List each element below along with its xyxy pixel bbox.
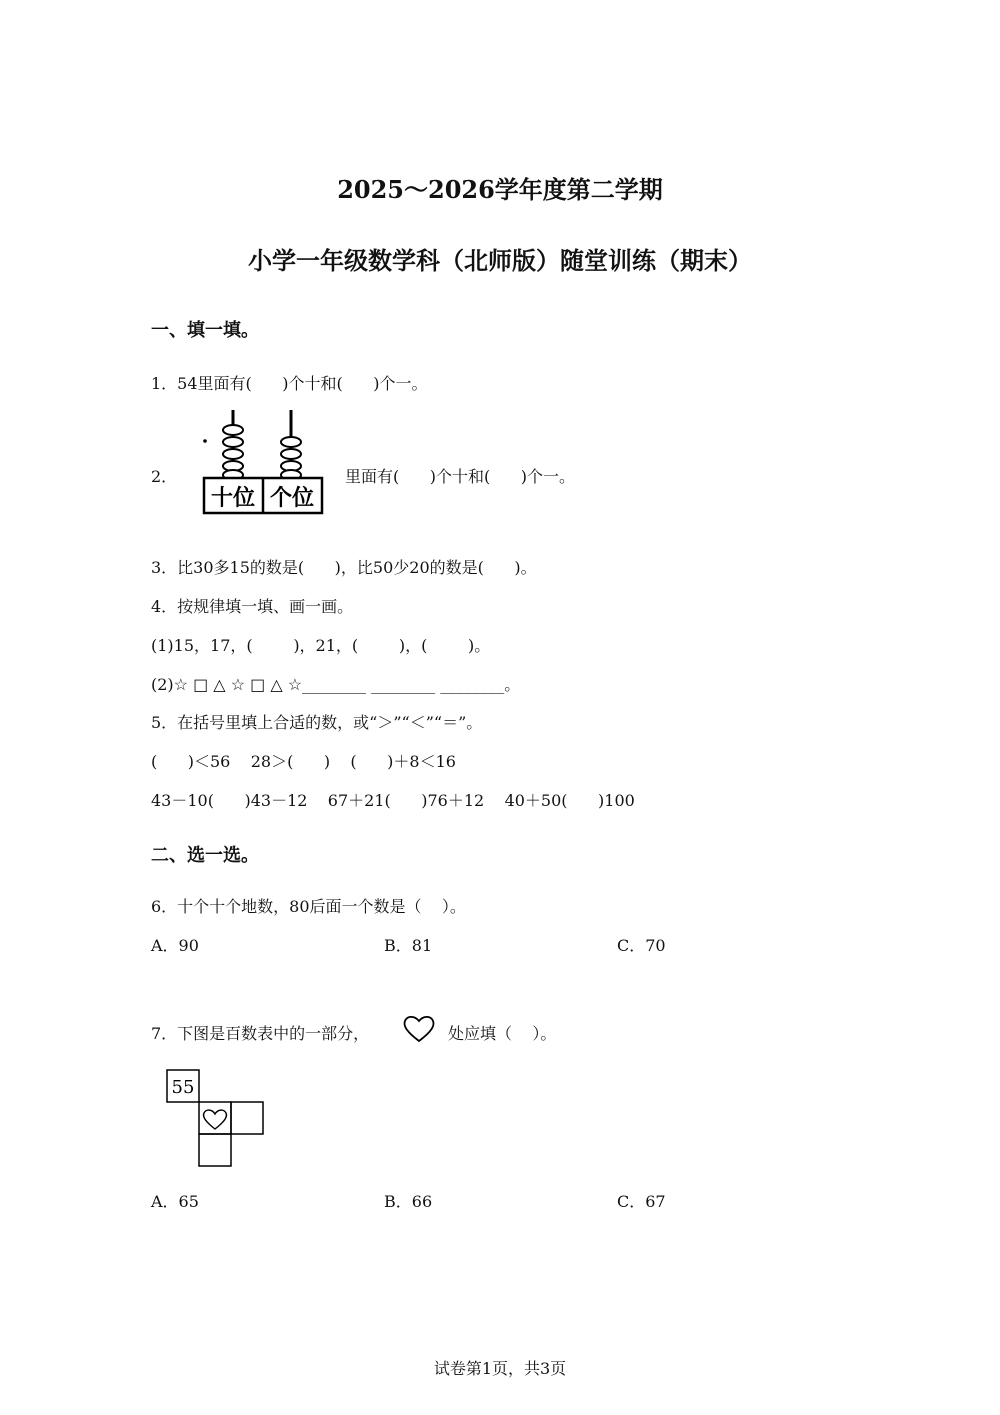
question-3: 3．比30多15的数是( )，比50少20的数是( )。 <box>151 558 537 577</box>
abacus-ones-label: 个位 <box>269 486 315 511</box>
abacus-icon <box>195 408 330 522</box>
section-1-heading: 一、填一填。 <box>151 320 259 341</box>
title-line-2: 小学一年级数学科（北师版）随堂训练（期末） <box>248 246 752 275</box>
question-7-prefix: 7．下图是百数表中的一部分， <box>151 1024 370 1043</box>
title-line-1: 2025～2026学年度第二学期 <box>337 175 663 204</box>
heart-icon <box>402 1014 436 1048</box>
grid-number: 55 <box>171 1077 195 1098</box>
question-7-suffix: 处应填（ ）。 <box>448 1024 557 1043</box>
question-6-option-c: C．70 <box>617 936 666 955</box>
question-2-number: 2． <box>151 467 178 486</box>
question-2-text: 里面有( )个十和( )个一。 <box>345 467 576 486</box>
question-5: 5．在括号里填上合适的数，或“＞”“＜”“＝”。 <box>151 713 483 732</box>
section-2-heading: 二、选一选。 <box>151 845 259 866</box>
question-1: 1．54里面有( )个十和( )个一。 <box>151 374 428 393</box>
page-footer: 试卷第1页，共3页 <box>433 1359 567 1378</box>
question-6-option-a: A．90 <box>151 936 199 955</box>
question-7-option-a: A．65 <box>151 1192 199 1211</box>
hundred-chart-fragment <box>166 1069 268 1173</box>
question-7-option-b: B．66 <box>384 1192 433 1211</box>
abacus-tens-label: 十位 <box>210 486 256 511</box>
grid-heart-icon <box>203 1110 226 1129</box>
question-4-part-2: (2)☆ □ △ ☆ □ △ ☆________ ________ ________。 <box>151 675 521 694</box>
question-6-option-b: B．81 <box>384 936 433 955</box>
question-5-row-1: ( )＜56 28＞( ) ( )＋8＜16 <box>151 752 456 771</box>
question-6: 6．十个十个地数，80后面一个数是（ ）。 <box>151 897 466 916</box>
question-4: 4．按规律填一填、画一画。 <box>151 597 354 616</box>
question-4-part-1: (1)15，17，( )，21，( )，( )。 <box>151 636 491 655</box>
question-5-row-2: 43－10( )43－12 67＋21( )76＋12 40＋50( )100 <box>151 791 635 810</box>
question-7-option-c: C．67 <box>617 1192 666 1211</box>
